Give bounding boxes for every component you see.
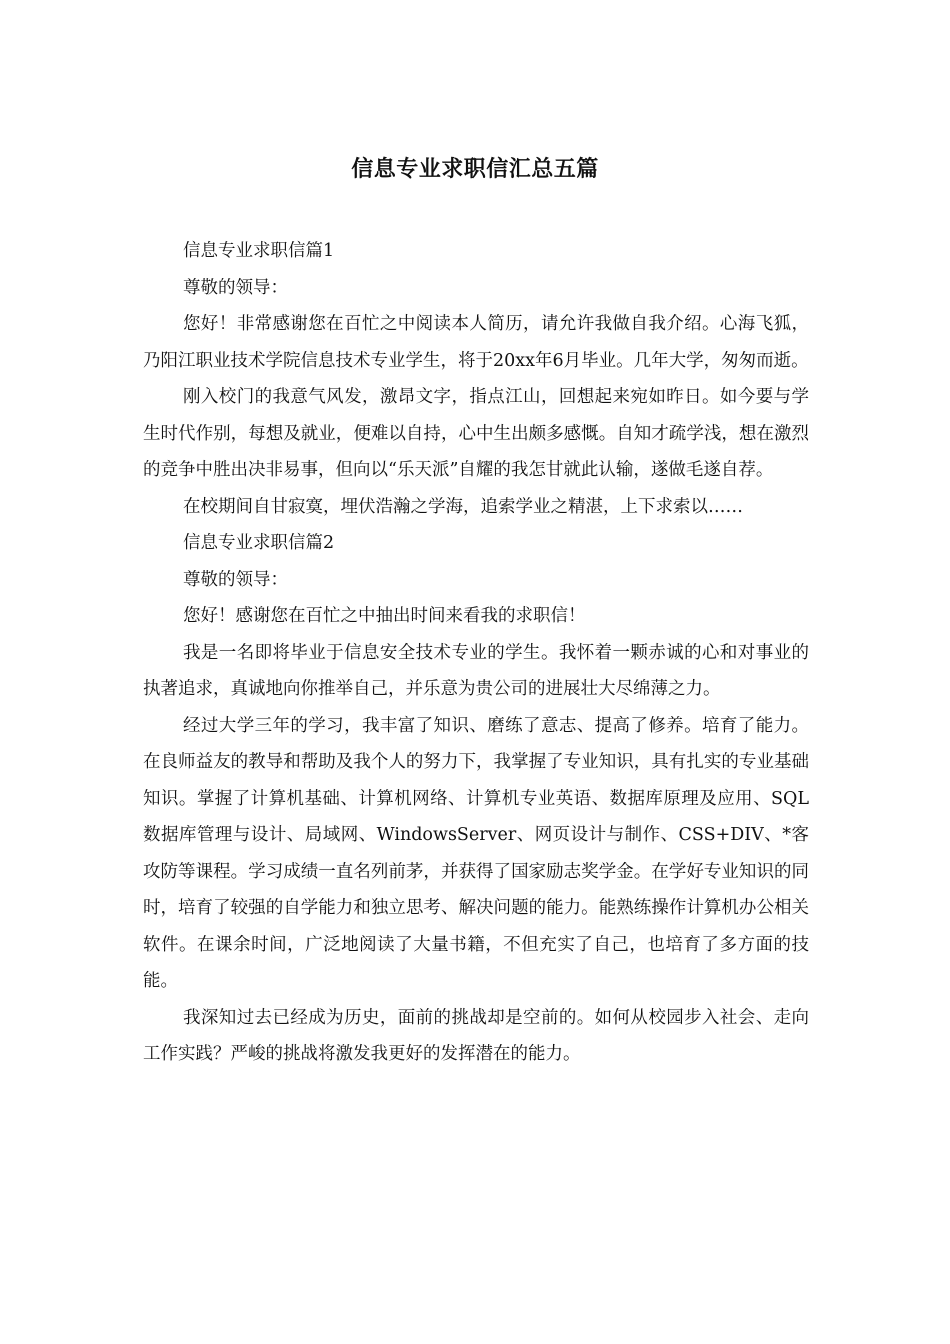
salutation: 尊敬的领导： — [183, 569, 288, 590]
body-paragraph: 您好！非常感谢您在百忙之中阅读本人简历，请允许我做自我介绍。心海飞狐，乃阳江职业技术学院信息技术专业学生，将于20xx年6月毕业。几年大学，匆匆而逝。 — [143, 314, 809, 371]
salutation: 尊敬的领导： — [183, 277, 288, 298]
body-paragraph: 我深知过去已经成为历史，面前的挑战却是空前的。如何从校园步入社会、走向工作实践？严峻的挑战将激发我更好的发挥潜在的能力。 — [143, 1007, 809, 1064]
body-paragraph: 您好！感谢您在百忙之中抽出时间来看我的求职信！ — [183, 606, 586, 626]
body-paragraph: 我是一名即将毕业于信息安全技术专业的学生。我怀着一颗赤诚的心和对事业的执著追求，真诚地向你推举自己，并乐意为贵公司的进展壮大尽绵薄之力。 — [143, 642, 809, 699]
body-paragraph: 经过大学三年的学习，我丰富了知识、磨练了意志、提高了修养。培育了能力。在良师益友的教导和帮助及我个人的努力下，我掌握了专业知识，具有扎实的专业基础知识。掌握了计算机基础、计算机网络、计算机专业英语、数据库原理及应用、SQL数据库管理与设计、局域网、WindowsServer、网页设计与制作、CSS+DIV、*客攻防等课程。学习成绩一直名列前茅，并获得了国家励志奖学金。在学好专业知识的同时，培育了较强的自学能力和独立思考、解决问题的能力。能熟练操作计算机办公相关软件。在课余时间，广泛地阅读了大量书籍，不但充实了自己，也培育了多方面的技能。 — [143, 715, 809, 991]
document-body — [143, 233, 809, 1073]
document-title: 信息专业求职信汇总五篇 — [351, 156, 599, 182]
body-paragraph: 在校期间自甘寂寞，埋伏浩瀚之学海，追索学业之精湛，上下求索以…… — [183, 496, 743, 517]
section-heading-1: 信息专业求职信篇1 — [183, 241, 335, 261]
body-paragraph: 刚入校门的我意气风发，激昂文字，指点江山，回想起来宛如昨日。如今要与学生时代作别，每想及就业，便难以自持，心中生出颇多感慨。自知才疏学浅，想在激烈的竞争中胜出决非易事，但向以“乐天派”自耀的我怎甘就此认输，遂做毛遂自荐。 — [143, 387, 809, 480]
section-heading-2: 信息专业求职信篇2 — [183, 533, 335, 553]
